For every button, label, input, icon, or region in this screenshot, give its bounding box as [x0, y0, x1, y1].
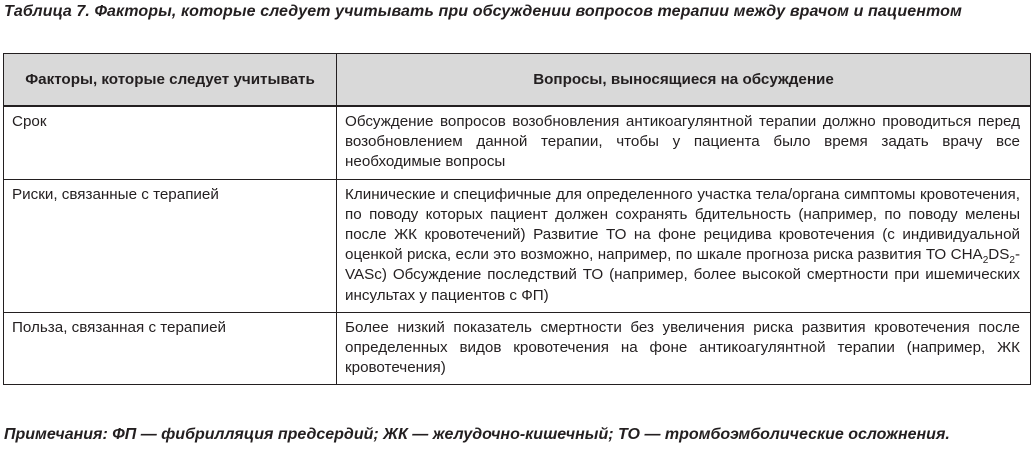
- issues-cell: Более низкий показатель смертности без увеличения риска развития кровотечения после определенных видов кровотечения на фоне антикоагулянтной терапии (например, ЖК кровотечения): [337, 312, 1031, 385]
- factor-cell: Риски, связанные с терапией: [4, 179, 337, 312]
- factors-table: [3, 53, 1031, 385]
- table-row: [4, 106, 1031, 179]
- table-caption: Таблица 7. Факторы, которые следует учитывать при обсуждении вопросов терапии между врачом и пациентом: [4, 3, 962, 20]
- factor-cell: Срок: [4, 106, 337, 179]
- subscript: 2: [982, 255, 989, 267]
- issues-cell: [337, 179, 1031, 312]
- issues-cell: Обсуждение вопросов возобновления антикоагулянтной терапии должно проводиться перед возобновлением данной терапии, чтобы у пациента было время задать врачу все необходимые вопросы: [337, 106, 1031, 179]
- issues-text-part: Клинические и специфичные для определенного участка тела/органа симптомы кровотечения, по поводу которых пациент должен сохранять бдительность (например, по поводу мелены после ЖК кровотечений) Развитие ТО на фоне рецидива кровотечения (с индивидуальной оценкой риска, если это возможно, например, по шкале прогноза риска развития ТО CHA: [345, 185, 1020, 264]
- table-header-row: [4, 54, 1031, 107]
- issues-text-part: DS: [988, 246, 1010, 264]
- column-header-issues: Вопросы, выносящиеся на обсуждение: [337, 54, 1031, 107]
- table-notes: Примечания: ФП — фибрилляция предсердий; ЖК — желудочно-кишечный; ТО — тромбоэмболические осложнения.: [4, 426, 950, 443]
- column-header-factors: Факторы, которые следует учитывать: [4, 54, 337, 107]
- factor-cell: Польза, связанная с терапией: [4, 312, 337, 385]
- subscript: 2: [1009, 255, 1015, 267]
- table-row: [4, 179, 1031, 312]
- table-row: [4, 312, 1031, 385]
- issues-text-part: -VASc) Обсуждение последствий ТО (например, более высокой смертности при ишемических инсультах у пациентов с ФП): [345, 246, 1020, 304]
